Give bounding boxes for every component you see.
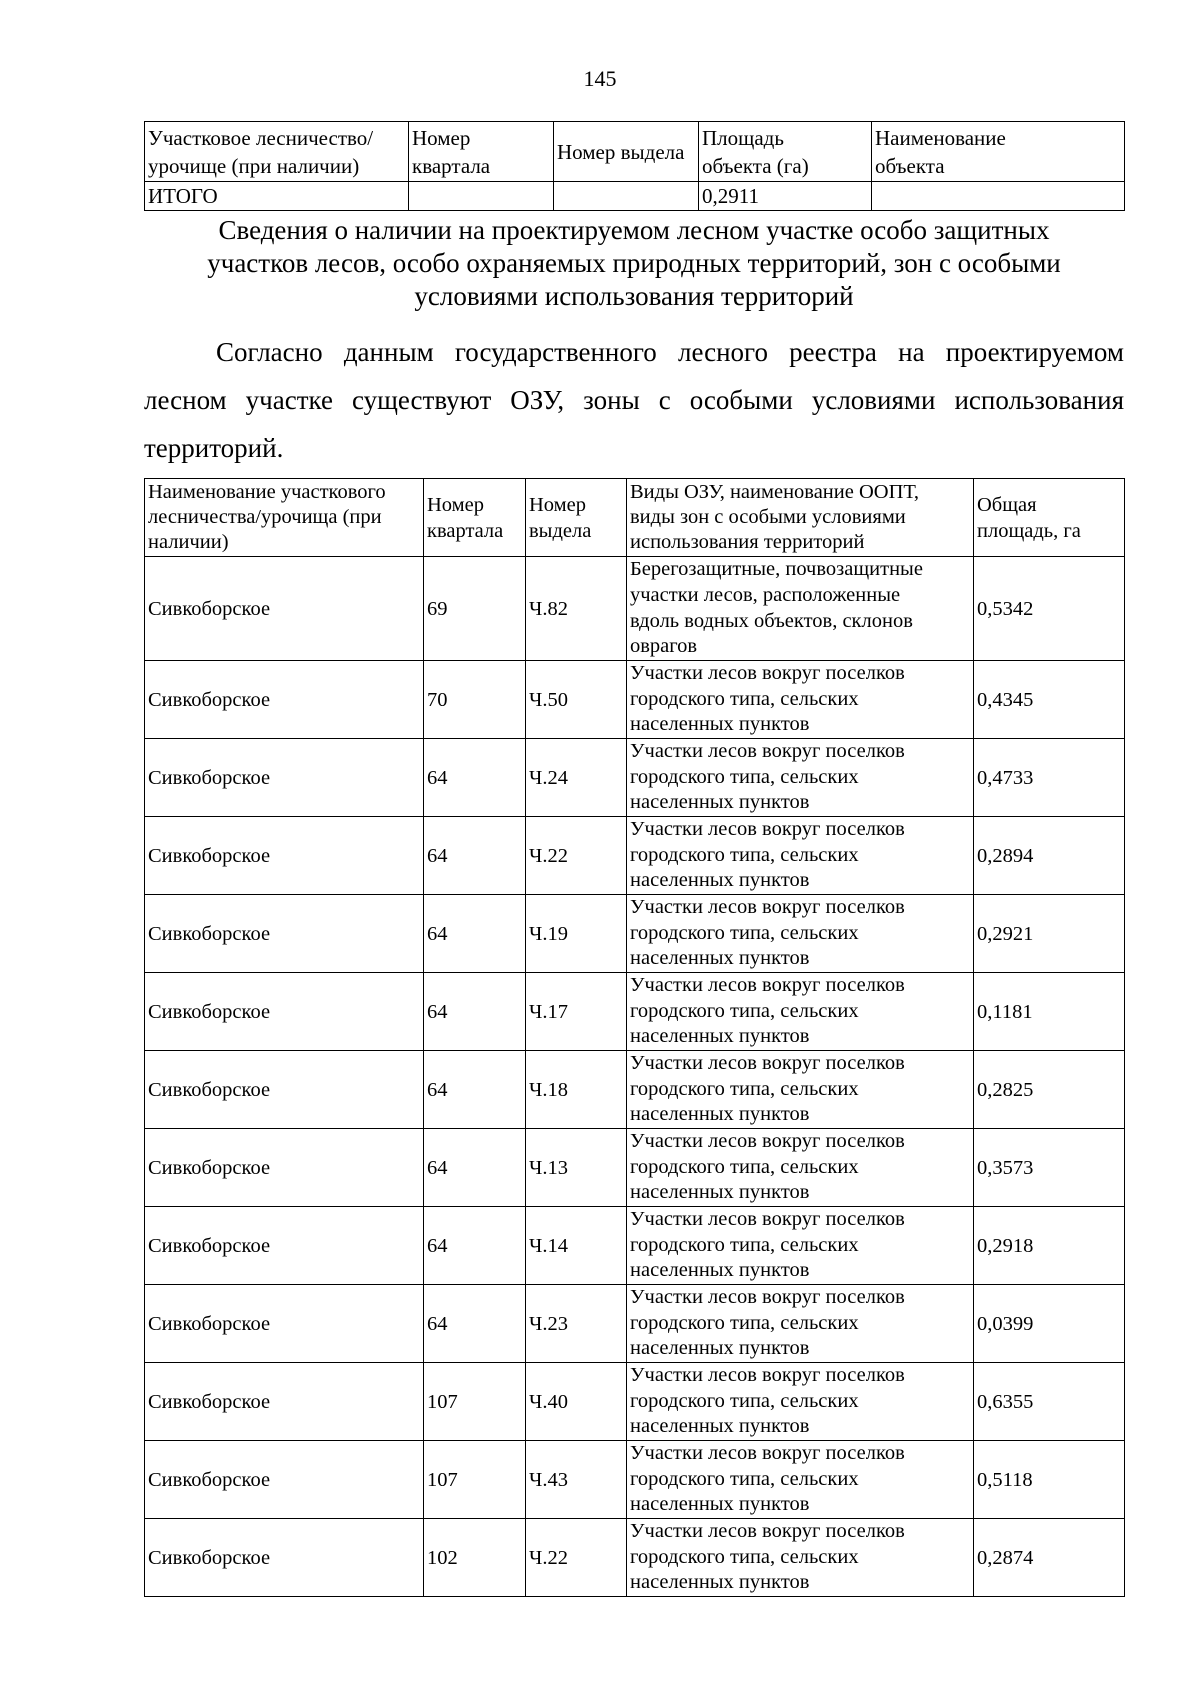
table-row (145, 1129, 1125, 1207)
cell-allotment: Ч.14 (526, 1207, 627, 1285)
cell-quarter: 107 (424, 1363, 526, 1441)
ozu-type-line: оврагов (630, 635, 698, 658)
summary-table-header (145, 122, 1125, 182)
cell-quarter: 64 (424, 1207, 526, 1285)
paragraph (144, 328, 1124, 472)
ozu-type-line: Участки лесов вокруг поселков (630, 1442, 905, 1465)
ozu-type-line: городского типа, сельских (630, 921, 859, 944)
cell-ozu-type (627, 1285, 974, 1363)
page-number: 145 (583, 66, 617, 91)
ozu-type-line: городского типа, сельских (630, 1311, 859, 1334)
section-heading-line: участков лесов, особо охраняемых природных территорий, зон с особыми (207, 248, 1061, 278)
header-ozu-types: Виды ОЗУ, наименование ООПТ, виды зон с особыми условиями использования территорий (627, 479, 974, 557)
ozu-type-line: городского типа, сельских (630, 1389, 859, 1412)
ozu-type-line: вдоль водных объектов, склонов (630, 609, 913, 632)
ozu-type-line: населенных пунктов (630, 1493, 810, 1516)
cell-forestry: Сивкоборское (145, 739, 424, 817)
ozu-type-line: городского типа, сельских (630, 1233, 859, 1256)
cell-ozu-type (627, 973, 974, 1051)
cell-allotment: Ч.13 (526, 1129, 627, 1207)
header-total-area: Общая площадь, га (974, 479, 1125, 557)
ozu-type-line: населенных пунктов (630, 869, 810, 892)
summary-total-row (145, 182, 1125, 211)
cell-allotment: Ч.19 (526, 895, 627, 973)
table-row (145, 973, 1125, 1051)
cell-allotment: Ч.17 (526, 973, 627, 1051)
ozu-type-line: населенных пунктов (630, 791, 810, 814)
cell-quarter: 64 (424, 739, 526, 817)
total-allotment (554, 182, 699, 211)
cell-quarter: 64 (424, 1285, 526, 1363)
cell-forestry: Сивкоборское (145, 1051, 424, 1129)
table-row (145, 661, 1125, 739)
cell-allotment: Ч.18 (526, 1051, 627, 1129)
table-row (145, 817, 1125, 895)
cell-forestry: Сивкоборское (145, 1285, 424, 1363)
table-row (145, 739, 1125, 817)
section-heading-line: Сведения о наличии на проектируемом лесном участке особо защитных (218, 215, 1050, 245)
cell-area: 0,3573 (974, 1129, 1125, 1207)
ozu-type-line: Участки лесов вокруг поселков (630, 818, 905, 841)
cell-area: 0,2921 (974, 895, 1125, 973)
cell-area: 0,2918 (974, 1207, 1125, 1285)
ozu-type-line: населенных пунктов (630, 713, 810, 736)
ozu-type-line: Участки лесов вокруг поселков (630, 1130, 905, 1153)
ozu-type-line: Участки лесов вокруг поселков (630, 974, 905, 997)
cell-forestry: Сивкоборское (145, 557, 424, 661)
cell-ozu-type (627, 1363, 974, 1441)
table-row (145, 1363, 1125, 1441)
cell-ozu-type (627, 661, 974, 739)
header-forestry: Участковое лесничество/ урочище (при наличии) (145, 122, 409, 182)
paragraph-line: территорий. (144, 433, 284, 463)
table-row (145, 557, 1125, 661)
total-area: 0,2911 (699, 182, 872, 211)
header-object-name: Наименование объекта (872, 122, 1125, 182)
cell-ozu-type (627, 817, 974, 895)
cell-quarter: 64 (424, 1129, 526, 1207)
section-heading-line: условиями использования территорий (414, 281, 854, 311)
ozu-type-line: населенных пунктов (630, 1415, 810, 1438)
cell-forestry: Сивкоборское (145, 1441, 424, 1519)
header-area: Площадь объекта (га) (699, 122, 872, 182)
header-allotment: Номер выдела (554, 122, 699, 182)
ozu-table-header (145, 479, 1125, 557)
cell-forestry: Сивкоборское (145, 895, 424, 973)
table-row (145, 1441, 1125, 1519)
table-row (145, 895, 1125, 973)
ozu-type-line: городского типа, сельских (630, 1155, 859, 1178)
cell-allotment: Ч.40 (526, 1363, 627, 1441)
cell-area: 0,6355 (974, 1363, 1125, 1441)
header-forestry: Наименование участкового лесничества/урочища (при наличии) (145, 479, 424, 557)
cell-allotment: Ч.22 (526, 817, 627, 895)
section-heading (144, 214, 1124, 313)
cell-forestry: Сивкоборское (145, 661, 424, 739)
summary-table (144, 121, 1125, 211)
cell-area: 0,0399 (974, 1285, 1125, 1363)
table-row (145, 1285, 1125, 1363)
ozu-type-line: Берегозащитные, почвозащитные (630, 558, 923, 581)
cell-area: 0,2825 (974, 1051, 1125, 1129)
cell-area: 0,1181 (974, 973, 1125, 1051)
ozu-type-line: городского типа, сельских (630, 765, 859, 788)
cell-allotment: Ч.24 (526, 739, 627, 817)
ozu-type-line: населенных пунктов (630, 1103, 810, 1126)
cell-forestry: Сивкоборское (145, 1129, 424, 1207)
cell-ozu-type (627, 1519, 974, 1597)
ozu-table (144, 478, 1125, 1597)
cell-area: 0,2894 (974, 817, 1125, 895)
ozu-type-line: населенных пунктов (630, 1181, 810, 1204)
total-quarter (409, 182, 554, 211)
ozu-type-line: населенных пунктов (630, 1259, 810, 1282)
paragraph-line: Согласно данным государственного лесного реестра на проектируемом (216, 337, 1124, 367)
cell-area: 0,2874 (974, 1519, 1125, 1597)
cell-allotment: Ч.50 (526, 661, 627, 739)
table-row (145, 1051, 1125, 1129)
paragraph-line: лесном участке существуют ОЗУ, зоны с особыми условиями использования (144, 385, 1124, 415)
cell-ozu-type (627, 1051, 974, 1129)
cell-ozu-type (627, 1441, 974, 1519)
cell-ozu-type (627, 1129, 974, 1207)
cell-area: 0,5342 (974, 557, 1125, 661)
ozu-type-line: населенных пунктов (630, 947, 810, 970)
header-quarter: Номер квартала (424, 479, 526, 557)
ozu-type-line: городского типа, сельских (630, 1467, 859, 1490)
cell-quarter: 64 (424, 817, 526, 895)
cell-quarter: 64 (424, 895, 526, 973)
cell-allotment: Ч.23 (526, 1285, 627, 1363)
ozu-type-line: Участки лесов вокруг поселков (630, 740, 905, 763)
ozu-type-line: населенных пунктов (630, 1025, 810, 1048)
ozu-type-line: городского типа, сельских (630, 687, 859, 710)
cell-ozu-type (627, 895, 974, 973)
ozu-type-line: городского типа, сельских (630, 1077, 859, 1100)
cell-quarter: 102 (424, 1519, 526, 1597)
ozu-type-line: населенных пунктов (630, 1337, 810, 1360)
ozu-type-line: участки лесов, расположенные (630, 583, 901, 606)
table-row (145, 1519, 1125, 1597)
total-label: ИТОГО (145, 182, 409, 211)
cell-area: 0,4345 (974, 661, 1125, 739)
cell-allotment: Ч.82 (526, 557, 627, 661)
cell-quarter: 69 (424, 557, 526, 661)
cell-forestry: Сивкоборское (145, 973, 424, 1051)
ozu-type-line: населенных пунктов (630, 1571, 810, 1594)
table-row (145, 1207, 1125, 1285)
cell-ozu-type (627, 1207, 974, 1285)
ozu-type-line: Участки лесов вокруг поселков (630, 896, 905, 919)
cell-area: 0,4733 (974, 739, 1125, 817)
ozu-type-line: городского типа, сельских (630, 843, 859, 866)
cell-area: 0,5118 (974, 1441, 1125, 1519)
total-object-name (872, 182, 1125, 211)
cell-allotment: Ч.22 (526, 1519, 627, 1597)
ozu-type-line: Участки лесов вокруг поселков (630, 1052, 905, 1075)
ozu-type-line: городского типа, сельских (630, 1545, 859, 1568)
cell-forestry: Сивкоборское (145, 817, 424, 895)
ozu-type-line: Участки лесов вокруг поселков (630, 1286, 905, 1309)
cell-forestry: Сивкоборское (145, 1519, 424, 1597)
cell-forestry: Сивкоборское (145, 1207, 424, 1285)
ozu-type-line: Участки лесов вокруг поселков (630, 662, 905, 685)
cell-quarter: 70 (424, 661, 526, 739)
header-allotment: Номер выдела (526, 479, 627, 557)
cell-ozu-type (627, 557, 974, 661)
cell-ozu-type (627, 739, 974, 817)
cell-quarter: 107 (424, 1441, 526, 1519)
ozu-type-line: городского типа, сельских (630, 999, 859, 1022)
ozu-type-line: Участки лесов вокруг поселков (630, 1520, 905, 1543)
cell-quarter: 64 (424, 973, 526, 1051)
cell-quarter: 64 (424, 1051, 526, 1129)
header-quarter: Номер квартала (409, 122, 554, 182)
ozu-type-line: Участки лесов вокруг поселков (630, 1208, 905, 1231)
ozu-type-line: Участки лесов вокруг поселков (630, 1364, 905, 1387)
cell-forestry: Сивкоборское (145, 1363, 424, 1441)
cell-allotment: Ч.43 (526, 1441, 627, 1519)
